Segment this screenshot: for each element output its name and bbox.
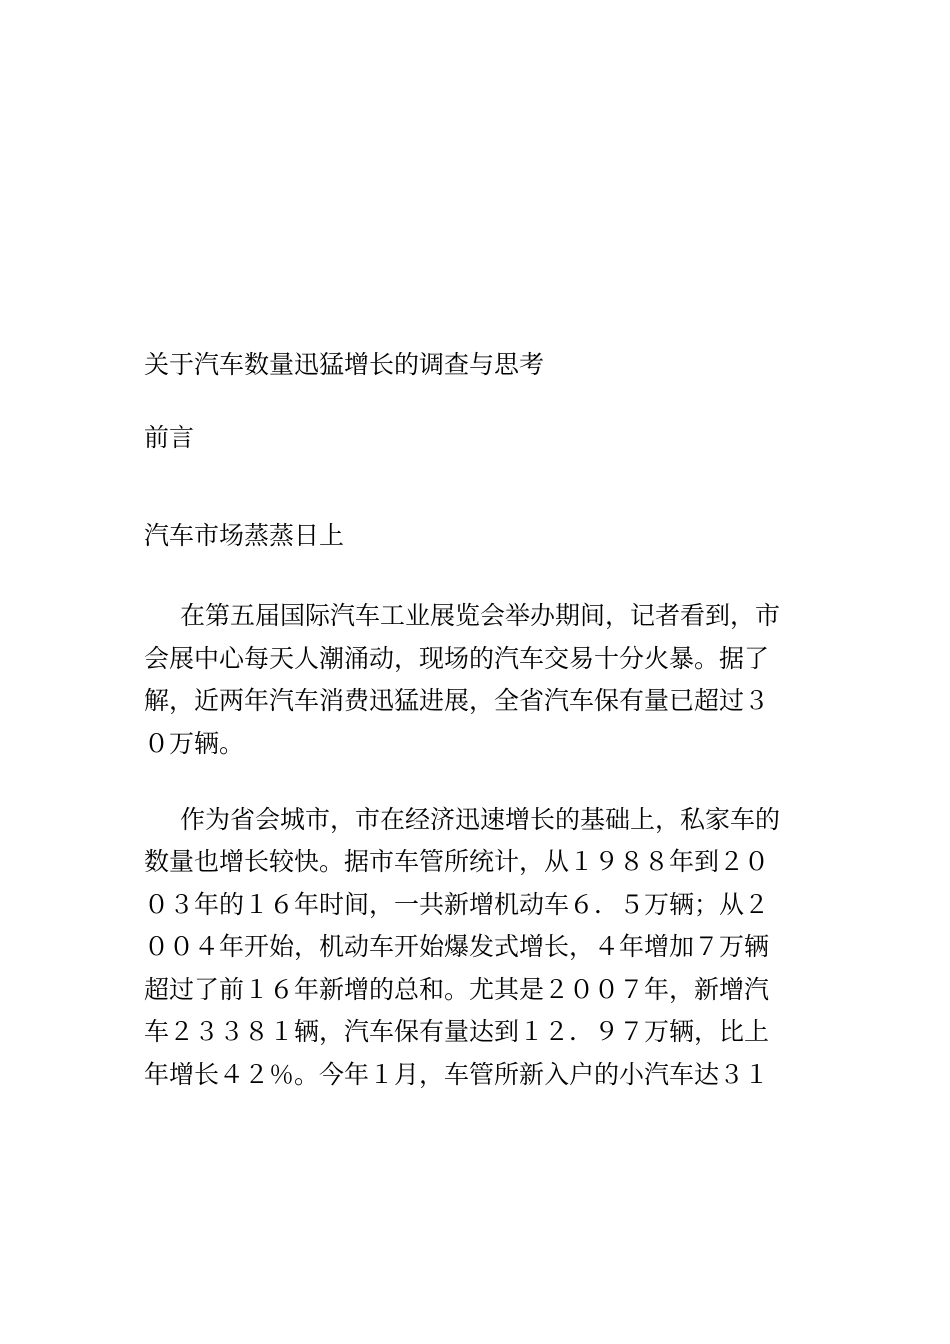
paragraph: [144, 800, 808, 1095]
paragraph-line: 年增长４２％。今年１月，车管所新入户的小汽车达３１: [144, 1059, 770, 1089]
section-heading: 汽车市场蒸蒸日上: [144, 521, 345, 550]
paragraph-line: 在第五届国际汽车工业展览会举办期间，记者看到，市: [180, 601, 781, 630]
paragraph-line: 解，近两年汽车消费迅猛进展，全省汽车保有量已超过３: [144, 686, 770, 715]
paragraph-line: ０万辆。: [144, 728, 245, 758]
document-body: [144, 345, 808, 1097]
paragraph-line: ００４年开始，机动车开始爆发式增长，４年增加７万辆: [144, 932, 770, 961]
paragraph-line: 作为省会城市，市在经济迅速增长的基础上，私家车的: [180, 804, 781, 834]
paragraph-line: 会展中心每天人潮涌动，现场的汽车交易十分火暴。据了: [144, 643, 770, 673]
paragraph: [144, 596, 808, 764]
paragraph-line: 数量也增长较快。据市车管所统计，从１９８８年到２０: [144, 847, 770, 876]
paragraph-line: 超过了前１６年新增的总和。尤其是２００７年，新增汽: [144, 974, 770, 1004]
document-title: 关于汽车数量迅猛增长的调查与思考: [144, 350, 545, 379]
paragraph-line: ０３年的１６年时间，一共新增机动车６．５万辆；从２: [144, 889, 770, 919]
paragraph-line: 车２３３８１辆，汽车保有量达到１２．９７万辆，比上: [144, 1017, 770, 1046]
preface-heading: 前言: [144, 423, 195, 452]
